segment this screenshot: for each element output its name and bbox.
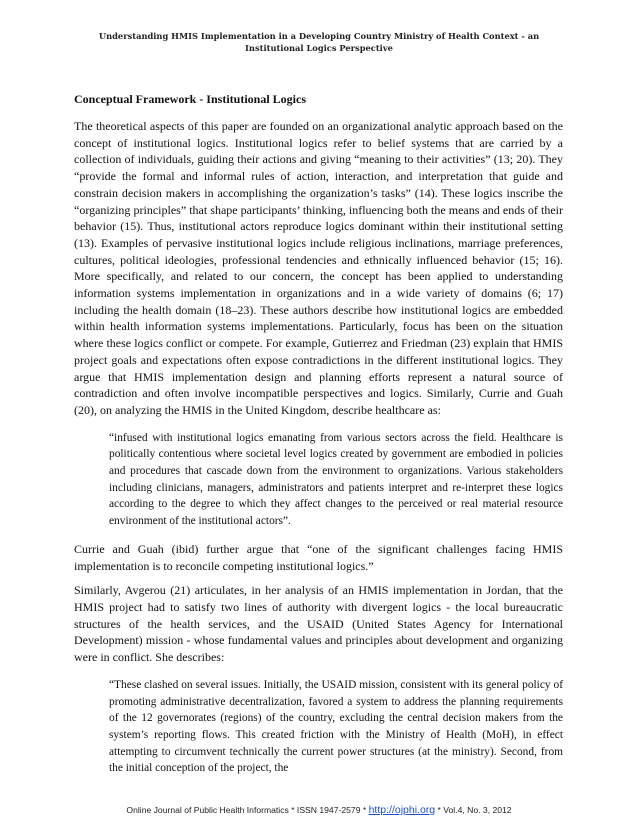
- page-footer: [0, 804, 638, 816]
- article-body: [74, 92, 563, 788]
- paragraph-1: The theoretical aspects of this paper are founded on an organizational analytic approach based on the concept of institutional logics. Institutional logics refer to belief systems that are carried by a collection of individuals, guiding their actions and giving “meaning to their activities” (13; 20). They “provide the formal and informal rules of action, interaction, and interpretation that guide and constrain decision makers in accomplishing the organization’s tasks” (14). These logics inscribe the “organizing principles” that shape participants’ thinking, influencing both the means and ends of their behavior (15). Thus, institutional actors reproduce logics dominant within their institutional setting (13). Examples of pervasive institutional logics include religious inclinations, marriage preferences, cultures, political ideologies, professional tendencies and ethnically influenced behavior (15; 16). More specifically, and related to our concern, the concept has been applied to understanding information systems implementation in organizations and in a wide variety of domains (6; 17) including the health domain (18–23). These authors describe how institutional logics are embedded within health information systems implementations. Particularly, focus has been on the situation where these logics conflict or compete. For example, Gutierrez and Friedman (23) explain that HMIS project goals and expectations often expose contradictions in the different institutional logics. They argue that HMIS implementation design and planning efforts represent a natural source of contradiction and often involve incompatible perspectives and logics. Similarly, Currie and Guah (20), on analyzing the HMIS in the United Kingdom, describe healthcare as:: [74, 119, 563, 417]
- footer-journal: Online Journal of Public Health Informatics * ISSN 1947-2579 *: [126, 805, 369, 815]
- block-quote-1: “infused with institutional logics emanating from various sectors across the field. Healthcare is politically contentious where societal level logics created by government are embodied in policies and procedures that cascade down from the environment to organizations. Various stakeholders including clinicians, managers, administrators and patients interpret and re-interpret these logics according to the degree to which they affect changes to the perceived or real material resource environment of the institutional actors”.: [109, 431, 563, 528]
- paragraph-2: Currie and Guah (ibid) further argue that “one of the significant challenges facing HMIS implementation is to reconcile competing institutional logics.”: [74, 541, 563, 573]
- footer-volume: * Vol.4, No. 3, 2012: [435, 805, 512, 815]
- paragraph-3: Similarly, Avgerou (21) articulates, in her analysis of an HMIS implementation in Jordan, that the HMIS project had to satisfy two lines of authority with divergent logics - the local bureaucratic structures of the health services, and the USAID (United States Agency for International Development) mission - whose fundamental values and principles about development and organizing were in conflict. She describes:: [74, 583, 563, 665]
- section-title: Conceptual Framework - Institutional Logics: [74, 92, 306, 106]
- block-quote-2: “These clashed on several issues. Initially, the USAID mission, consistent with its general policy of promoting administrative decentralization, favored a system to address the planning requirements of the 12 governorates (regions) of the country, excluding the central decision makers from the system’s reporting flows. This created friction with the Ministry of Health (MoH), in effect attempting to circumvent technically the current power structures (at the ministry). Second, from the initial conception of the project, the: [109, 678, 563, 775]
- running-head-line-1: Understanding HMIS Implementation in a Developing Country Ministry of Health Context - an: [98, 31, 540, 41]
- running-head-line-2: Institutional Logics Perspective: [245, 43, 393, 53]
- running-head: [60, 30, 578, 54]
- footer-link[interactable]: http://ojphi.org: [368, 804, 436, 816]
